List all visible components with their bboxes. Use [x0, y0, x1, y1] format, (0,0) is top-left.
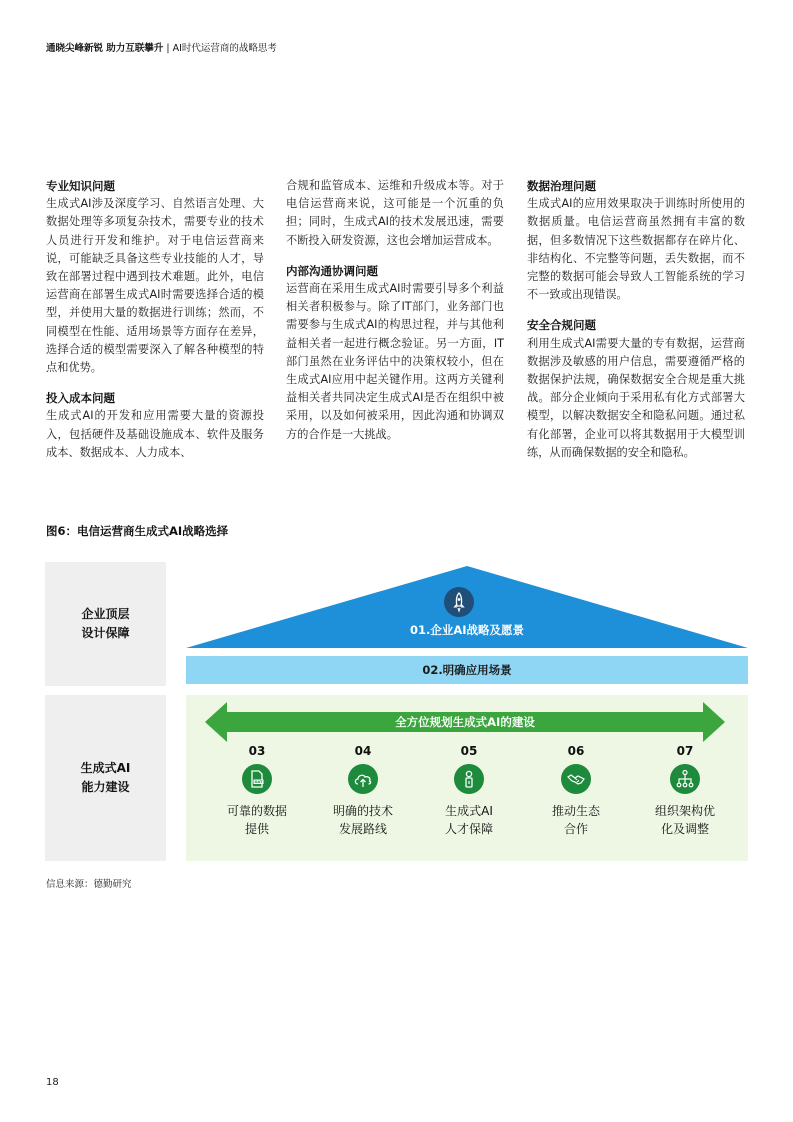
capability-item: [526, 744, 626, 838]
section-paragraph: 生成式AI的开发和应用需要大量的资源投入，包括硬件及基础设施成本、软件及服务成本、数据成本、人力成本、: [46, 409, 264, 459]
triangle-label: 01.企业AI战略及愿景: [409, 623, 525, 637]
data-icon: [242, 764, 272, 794]
side-label-top-text: 企业顶层 设计保障: [81, 607, 130, 640]
section-paragraph: 利用生成式AI需要大量的专有数据，运营商数据涉及敏感的用户信息，需要遵循严格的数据保护法规，确保数据安全合规是重大挑战。部分企业倾向于采用私有化方式部署大模型，以解决数据安全和隐私问题。通过私有化部署，企业可以将其数据用于大模型训练，从而确保数据的安全和隐私。: [527, 336, 745, 459]
running-header: [46, 40, 277, 54]
capability-label: 组织架构优 化及调整: [654, 804, 715, 836]
section-paragraph: 生成式AI涉及深度学习、自然语言处理、大数据处理等多项复杂技术，需要专业的技术人员进行开发和维护。对于电信运营商来说，可能缺乏具备这些专业技能的人才，导致在部署过程中遇到技术难题。此外，电信运营商在部署生成式AI时需要选择合适的模型，并使用大量的数据进行训练；然而，不同模型在性能、适用场景等方面存在差异，选择合适的模型需要深入了解各种模型的特点和优势。: [46, 197, 264, 375]
source-note: 信息来源：德勤研究: [46, 879, 132, 890]
side-label-top: [45, 562, 166, 686]
section-paragraph: 合规和监管成本、运维和升级成本等。对于电信运营商来说，这可能是一个沉重的负担；同时，生成式AI的技术发展迅速，需要不断投入研发资源，这也会增加运营成本。: [286, 179, 504, 247]
capability-item: [635, 744, 735, 838]
header-separator: |: [166, 43, 170, 54]
section-heading: 投入成本问题: [46, 391, 115, 406]
text-column-2: [286, 177, 504, 456]
person-icon: [454, 764, 484, 794]
side-label-bottom-text: 生成式AI 能力建设: [80, 761, 131, 794]
header-title: 通晓尖峰新锐 助力互联攀升: [46, 43, 164, 54]
capability-number: 03: [248, 744, 266, 758]
capability-number: 04: [354, 744, 372, 758]
handshake-icon: [561, 764, 591, 794]
section-paragraph: 运营商在采用生成式AI时需要引导多个利益相关者积极参与。除了IT部门，业务部门也需要参与生成式AI的构思过程，并与其他利益相关者一起进行概念验证。另一方面，IT部门虽然在业务评估中的决策权较小，但在生成式AI应用中起关键作用。这两方关键利益相关者共同决定生成式AI是否在组织中被采用，以及如何被采用，因此沟通和协调双方的合作是一大挑战。: [286, 282, 504, 441]
section-heading: 内部沟通协调问题: [286, 263, 378, 278]
text-column-3: [527, 177, 745, 474]
side-label-bottom: [45, 695, 166, 861]
capability-item: [419, 744, 519, 838]
arrow-label: 全方位规划生成式AI的建设: [395, 715, 535, 729]
org-chart-icon: [670, 764, 700, 794]
capability-item: [313, 744, 413, 838]
capability-label: 生成式AI 人才保障: [444, 804, 493, 836]
cloud-upload-icon: [348, 764, 378, 794]
band-label: 02.明确应用场景: [422, 663, 512, 677]
header-subtitle: AI时代运营商的战略思考: [172, 43, 277, 54]
section-heading: 数据治理问题: [527, 179, 596, 193]
capability-label: 可靠的数据 提供: [226, 804, 287, 836]
svg-text:DAT: DAT: [254, 780, 263, 785]
capability-label: 推动生态 合作: [551, 804, 600, 836]
application-scenario-band: [186, 656, 748, 684]
section-heading: 专业知识问题: [46, 179, 115, 193]
text-column-1: [46, 177, 264, 474]
figure-title: 图6：电信运营商生成式AI战略选择: [46, 524, 229, 538]
section-heading: 安全合规问题: [527, 318, 596, 333]
capability-item: [207, 744, 307, 838]
page-number: 18: [46, 1077, 59, 1088]
rocket-icon: [444, 587, 474, 617]
section-paragraph: 生成式AI的应用效果取决于训练时所使用的数据质量。电信运营商虽然拥有丰富的数据，但多数情况下这些数据都存在碎片化、非结构化、不完整等问题，丢失数据，而不完整的数据可能会导致人工智能系统的学习不一致或出现错误。: [527, 197, 745, 302]
capability-number: 05: [460, 744, 478, 758]
capability-number: 07: [676, 744, 694, 758]
capability-number: 06: [567, 744, 585, 758]
capability-label: 明确的技术 发展路线: [332, 804, 393, 836]
